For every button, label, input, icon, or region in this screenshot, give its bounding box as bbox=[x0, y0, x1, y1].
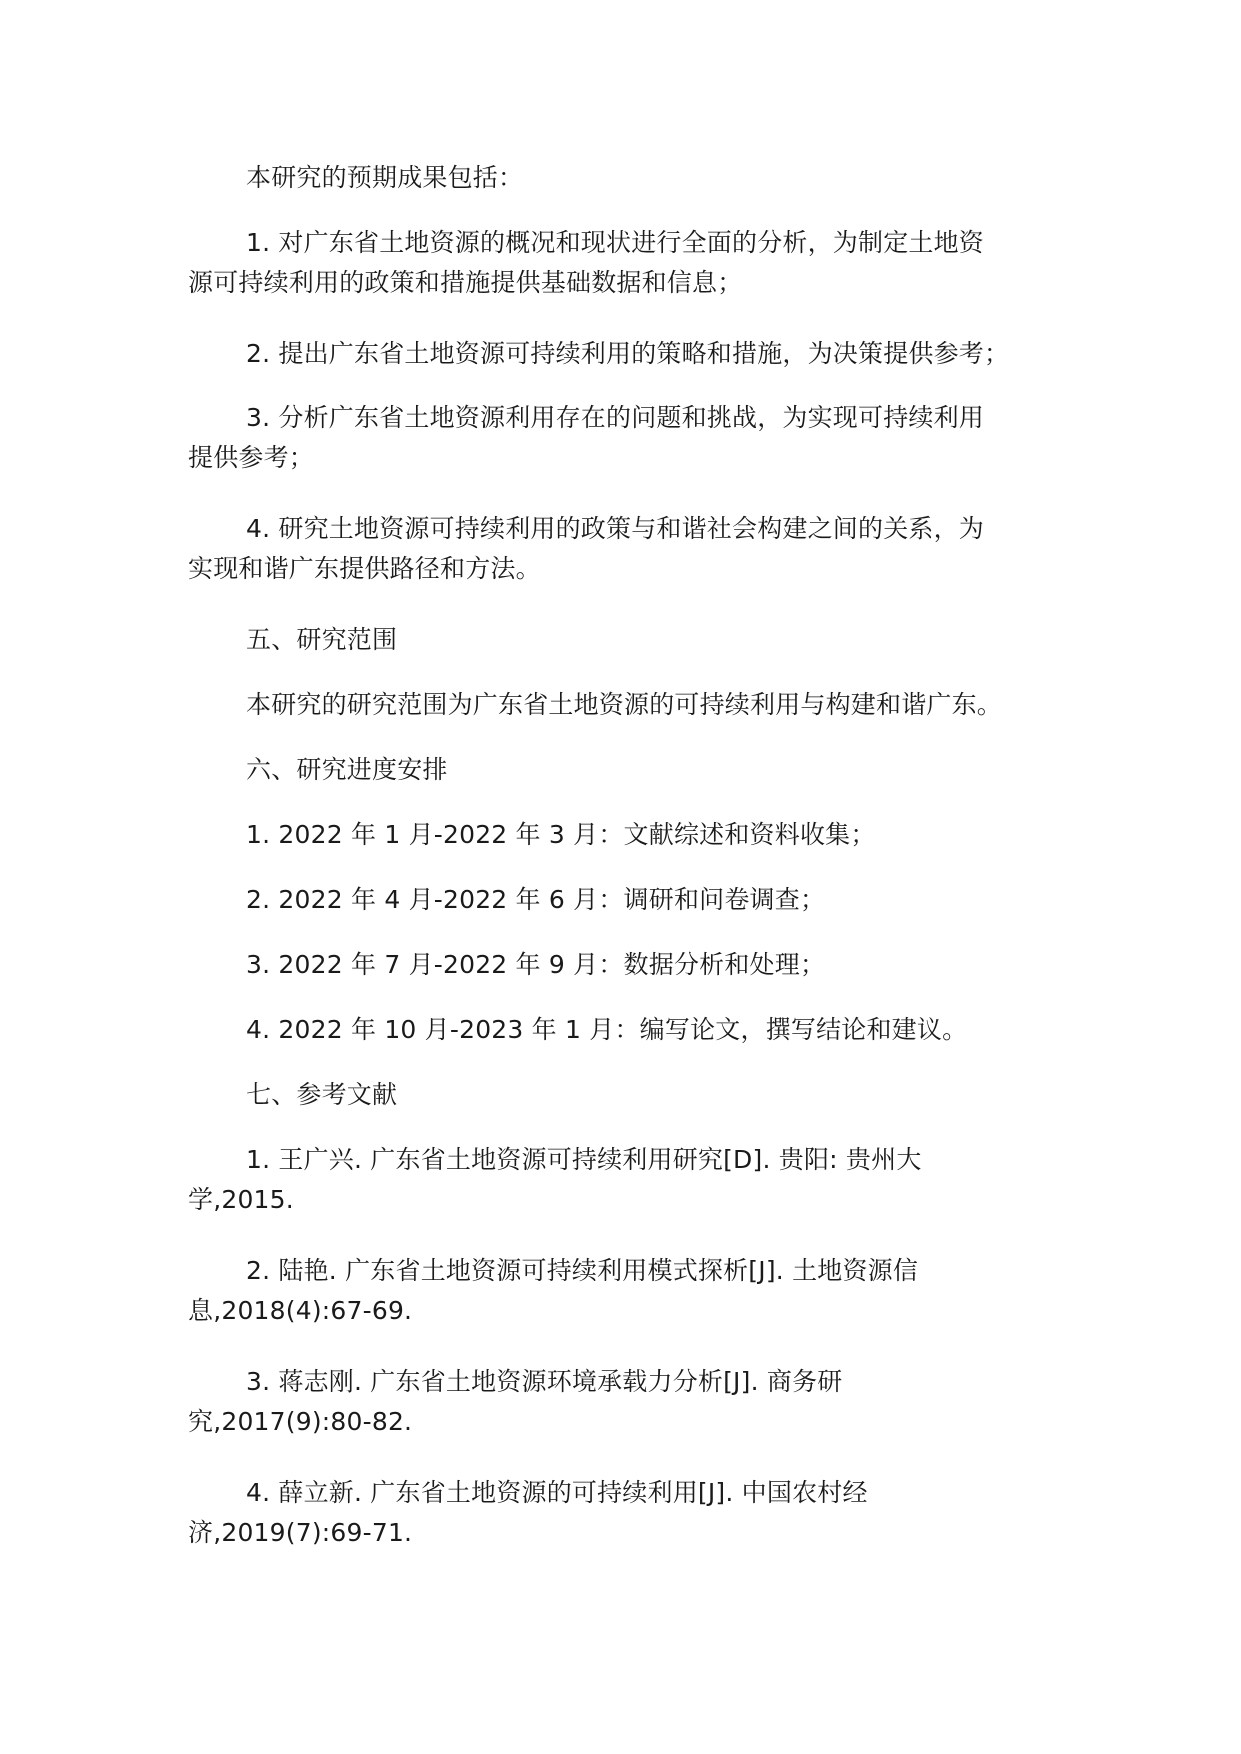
text-line: 本研究的研究范围为广东省土地资源的可持续利用与构建和谐广东。 bbox=[246, 690, 1003, 719]
reference-item-3 bbox=[188, 1362, 1088, 1442]
paragraph-scope bbox=[188, 685, 1088, 725]
text-line: 济,2019(7):69-71. bbox=[188, 1518, 413, 1547]
text-line: 4. 薛立新. 广东省土地资源的可持续利用[J]. 中国农村经 bbox=[246, 1478, 868, 1507]
schedule-item-2 bbox=[188, 880, 1088, 920]
text-line: 本研究的预期成果包括： bbox=[246, 163, 524, 192]
section-heading-references bbox=[188, 1075, 1088, 1115]
text-line: 2. 2022 年 4 月-2022 年 6 月：调研和问卷调查； bbox=[246, 885, 826, 914]
schedule-item-4 bbox=[188, 1010, 1088, 1050]
paragraph-result-3 bbox=[188, 398, 1088, 478]
text-line: 1. 王广兴. 广东省土地资源可持续利用研究[D]. 贵阳: 贵州大 bbox=[246, 1145, 922, 1174]
text-line: 源可持续利用的政策和措施提供基础数据和信息； bbox=[188, 268, 743, 297]
reference-item-2 bbox=[188, 1251, 1088, 1331]
text-line: 3. 2022 年 7 月-2022 年 9 月：数据分析和处理； bbox=[246, 950, 826, 979]
text-line: 提供参考； bbox=[188, 443, 315, 472]
text-line: 究,2017(9):80-82. bbox=[188, 1407, 413, 1436]
text-line: 2. 提出广东省土地资源可持续利用的策略和措施，为决策提供参考； bbox=[246, 339, 1010, 368]
reference-item-4 bbox=[188, 1473, 1088, 1553]
paragraph-result-4 bbox=[188, 509, 1088, 589]
paragraph-result-2 bbox=[188, 334, 1088, 374]
text-line: 4. 2022 年 10 月-2023 年 1 月：编写论文，撰写结论和建议。 bbox=[246, 1015, 968, 1044]
text-line: 实现和谐广东提供路径和方法。 bbox=[188, 554, 541, 583]
text-line: 五、研究范围 bbox=[246, 625, 398, 654]
text-line: 1. 2022 年 1 月-2022 年 3 月：文献综述和资料收集； bbox=[246, 820, 876, 849]
text-line: 3. 蒋志刚. 广东省土地资源环境承载力分析[J]. 商务研 bbox=[246, 1367, 843, 1396]
text-line: 3. 分析广东省土地资源利用存在的问题和挑战，为实现可持续利用 bbox=[246, 403, 985, 432]
text-line: 六、研究进度安排 bbox=[246, 755, 448, 784]
text-line: 息,2018(4):67-69. bbox=[188, 1296, 413, 1325]
paragraph-expected-results-intro bbox=[188, 158, 1088, 198]
text-line: 七、参考文献 bbox=[246, 1080, 398, 1109]
schedule-item-3 bbox=[188, 945, 1088, 985]
text-line: 2. 陆艳. 广东省土地资源可持续利用模式探析[J]. 土地资源信 bbox=[246, 1256, 919, 1285]
section-heading-scope bbox=[188, 620, 1088, 660]
section-heading-schedule bbox=[188, 750, 1088, 790]
text-line: 1. 对广东省土地资源的概况和现状进行全面的分析，为制定土地资 bbox=[246, 228, 985, 257]
paragraph-result-1 bbox=[188, 223, 1088, 303]
schedule-item-1 bbox=[188, 815, 1088, 855]
text-line: 4. 研究土地资源可持续利用的政策与和谐社会构建之间的关系，为 bbox=[246, 514, 985, 543]
reference-item-1 bbox=[188, 1140, 1088, 1220]
text-line: 学,2015. bbox=[188, 1185, 294, 1214]
